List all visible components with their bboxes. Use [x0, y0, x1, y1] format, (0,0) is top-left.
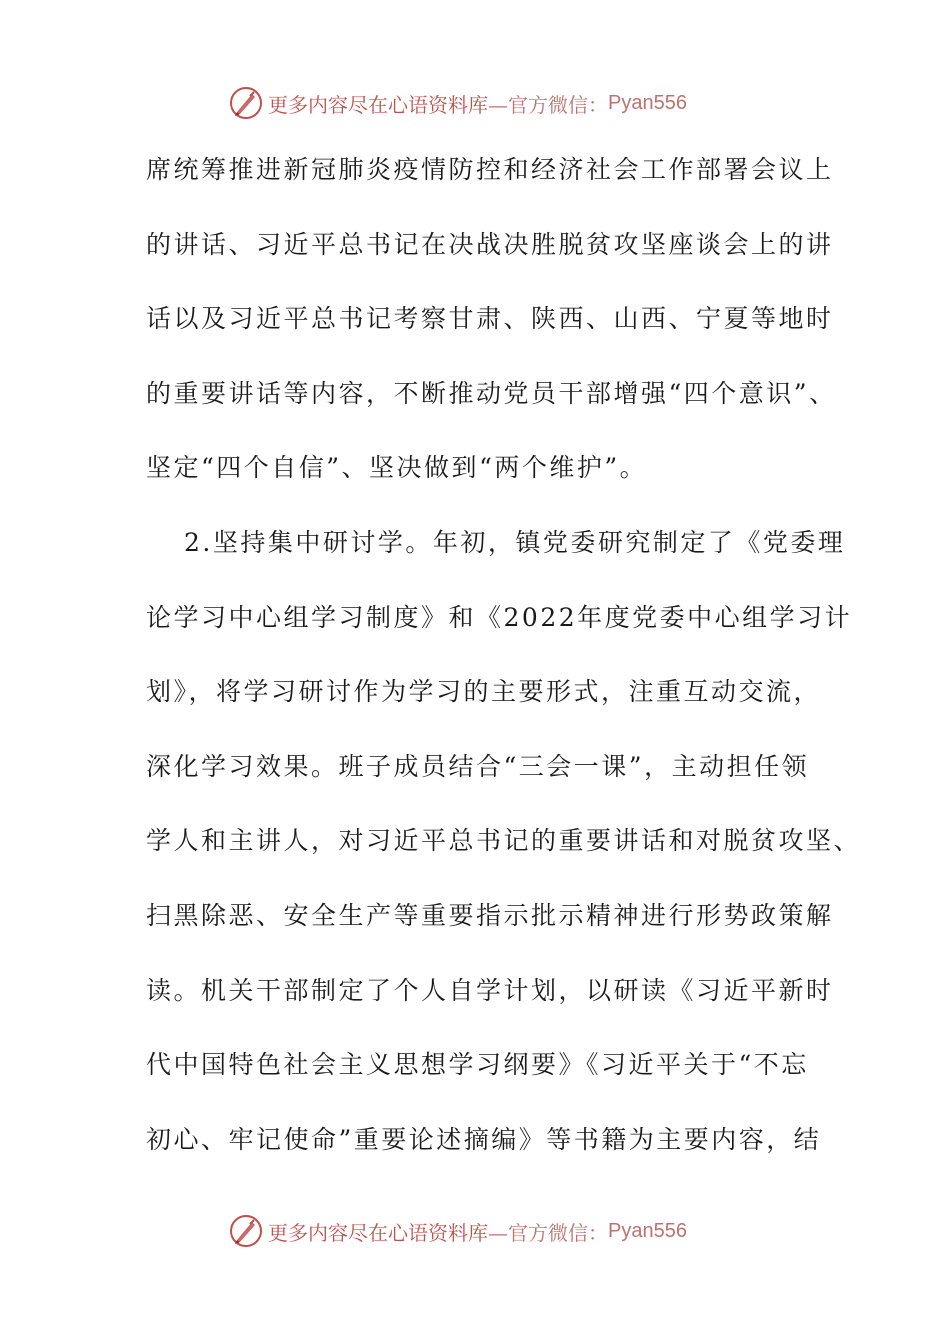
body-line: 划》，将学习研讨作为学习的主要形式，注重互动交流， — [146, 677, 822, 707]
body-line: 扫黑除恶、安全生产等重要指示批示精神进行形势政策解 — [146, 900, 834, 930]
paragraph-start-line: 2.坚持集中研讨学。年初，镇党委研究制定了《党委理 — [184, 527, 846, 557]
footer-watermark-banner — [228, 1211, 687, 1251]
watermark-brand-text: 更多内容尽在心语资料库 — [268, 92, 488, 117]
body-line: 读。机关干部制定了个人自学计划，以研读《习近平新时 — [146, 975, 834, 1005]
body-line: 论学习中心组学习制度》和《2022年度党委中心组学习计 — [146, 602, 853, 632]
watermark-wechat-id: Pyan556 — [608, 1219, 687, 1242]
quill-pen-logo-icon — [228, 85, 264, 121]
watermark-wechat-id: Pyan556 — [608, 91, 687, 114]
body-line: 坚定“四个自信”、坚决做到“两个维护”。 — [146, 453, 648, 483]
body-line: 深化学习效果。班子成员结合“三会一课”，主动担任领 — [146, 751, 810, 781]
body-line: 初心、牢记使命”重要论述摘编》等书籍为主要内容，结 — [146, 1124, 822, 1154]
document-body — [146, 150, 862, 1194]
watermark-wechat-label: —官方微信： — [488, 92, 608, 117]
header-watermark-banner — [228, 83, 687, 123]
body-line: 学人和主讲人，对习近平总书记的重要讲话和对脱贫攻坚、 — [146, 826, 862, 856]
body-line: 话以及习近平总书记考察甘肃、陕西、山西、宁夏等地时 — [146, 304, 834, 334]
watermark-wechat-label: —官方微信： — [488, 1220, 608, 1245]
body-line: 席统筹推进新冠肺炎疫情防控和经济社会工作部署会议上 — [146, 155, 834, 184]
body-line: 的讲话、习近平总书记在决战决胜脱贫攻坚座谈会上的讲 — [146, 229, 834, 259]
quill-pen-logo-icon — [228, 1213, 264, 1249]
watermark-brand-text: 更多内容尽在心语资料库 — [268, 1220, 488, 1245]
body-line: 代中国特色社会主义思想学习纲要》《习近平关于“不忘 — [146, 1050, 809, 1080]
body-line: 的重要讲话等内容，不断推动党员干部增强“四个意识”、 — [146, 378, 837, 408]
